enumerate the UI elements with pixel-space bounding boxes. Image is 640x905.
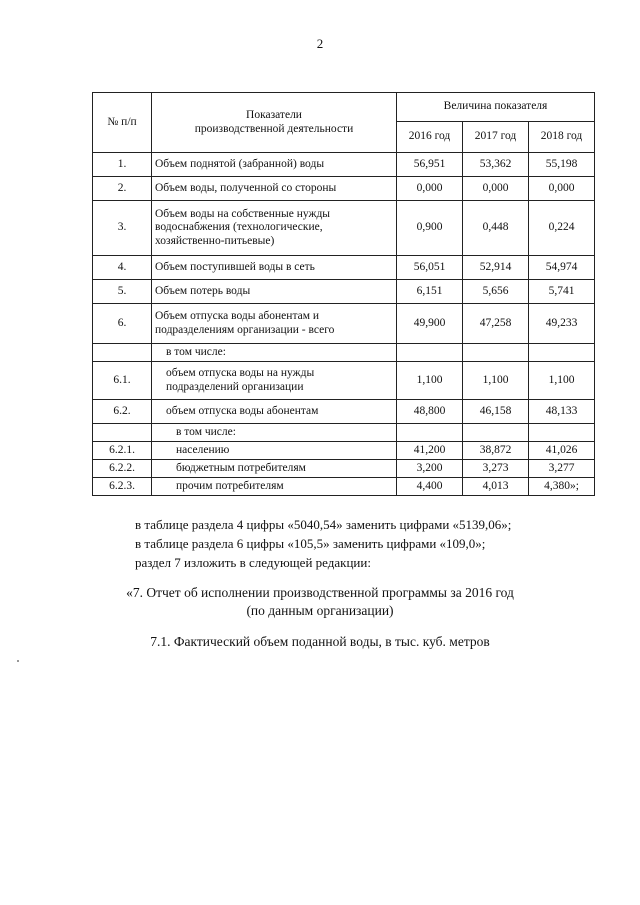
table-row [93,344,595,362]
row-value-2016 [397,424,463,442]
row-name-line: водоснабжения (технологические, [155,221,323,234]
row-value-2018 [529,344,595,362]
table-row [93,304,595,344]
table-row [93,177,595,201]
row-value-2016: 56,951 [397,153,463,177]
row-value-2016: 49,900 [397,304,463,344]
row-value-2018: 54,974 [529,256,595,280]
row-name-line: Объем воды на собственные нужды [155,208,331,221]
row-name [152,280,397,304]
row-value-2018 [529,424,595,442]
row-name-line: населению [176,443,230,456]
row-value-2018: 48,133 [529,400,595,424]
row-name [152,153,397,177]
row-value-2018: 41,026 [529,442,595,460]
row-name-line: прочим потребителям [176,479,284,492]
row-name [152,201,397,256]
row-name [152,304,397,344]
row-name [152,460,397,478]
row-num: 1. [93,153,152,177]
row-num: 6.2.3. [93,478,152,496]
table-row [93,442,595,460]
row-num [93,344,152,362]
paragraph: в таблице раздела 6 цифры «105,5» заменить цифрами «109,0»; [135,536,486,551]
row-value-2018: 49,233 [529,304,595,344]
row-name-line: подразделений организации [166,380,304,393]
header-indicator-line2: производственной деятельности [194,122,354,135]
section-subtitle: 7.1. Фактический объем поданной воды, в тыс. куб. метров [150,634,490,649]
row-name [152,424,397,442]
table-row [93,280,595,304]
row-name-line: Объем отпуска воды абонентам и [155,310,320,323]
table-row [93,424,595,442]
row-name [152,362,397,400]
table-row [93,256,595,280]
header-indicator [152,93,397,153]
row-value-2017: 46,158 [463,400,529,424]
row-name-line: в том числе: [176,425,236,438]
header-indicator-line1: Показатели [246,109,302,122]
scan-speck [17,660,19,662]
row-value-2017: 5,656 [463,280,529,304]
row-name [152,478,397,496]
row-num: 6.2.2. [93,460,152,478]
table-row [93,478,595,496]
row-value-2017: 53,362 [463,153,529,177]
header-year-2016: 2016 год [397,122,463,153]
row-num: 3. [93,201,152,256]
row-name [152,442,397,460]
row-name-line: хозяйственно-питьевые) [155,234,275,247]
page-number: 2 [316,36,324,51]
table-row [93,201,595,256]
row-num: 6.2.1. [93,442,152,460]
row-num: 6. [93,304,152,344]
header-value-group: Величина показателя [397,93,595,122]
row-value-2016: 4,400 [397,478,463,496]
row-value-2018: 55,198 [529,153,595,177]
row-name-line: объем отпуска воды абонентам [166,404,319,417]
row-value-2017: 4,013 [463,478,529,496]
row-num: 2. [93,177,152,201]
row-value-2016: 6,151 [397,280,463,304]
row-value-2017: 0,000 [463,177,529,201]
row-value-2018: 4,380»; [529,478,595,496]
row-num: 6.1. [93,362,152,400]
row-num: 4. [93,256,152,280]
row-name-line: Объем воды, полученной со стороны [155,181,337,194]
row-name [152,344,397,362]
table-row [93,153,595,177]
header-year-2017: 2017 год [463,122,529,153]
row-value-2016: 41,200 [397,442,463,460]
section-title-line1: «7. Отчет об исполнении производственной программы за 2016 год [126,585,514,600]
row-value-2018: 3,277 [529,460,595,478]
row-value-2017 [463,344,529,362]
row-value-2018: 1,100 [529,362,595,400]
paragraph: раздел 7 изложить в следующей редакции: [135,555,371,570]
paragraph: в таблице раздела 4 цифры «5040,54» заменить цифрами «5139,06»; [135,517,512,532]
row-value-2017: 1,100 [463,362,529,400]
header-num: № п/п [93,93,152,153]
header-year-2018: 2018 год [529,122,595,153]
row-value-2016: 0,900 [397,201,463,256]
amendment-paragraphs [135,515,511,572]
row-value-2017: 47,258 [463,304,529,344]
row-value-2016: 1,100 [397,362,463,400]
row-value-2018: 0,000 [529,177,595,201]
row-name-line: Объем потерь воды [155,284,251,297]
row-value-2016: 0,000 [397,177,463,201]
row-value-2017: 38,872 [463,442,529,460]
production-indicators-table [92,92,595,496]
row-name-line: объем отпуска воды на нужды [166,367,315,380]
row-name [152,177,397,201]
row-value-2017: 0,448 [463,201,529,256]
row-name [152,400,397,424]
row-value-2016 [397,344,463,362]
row-value-2017: 52,914 [463,256,529,280]
table-row [93,362,595,400]
row-name-line: бюджетным потребителям [176,461,306,474]
section-title-line2: (по данным организации) [246,603,394,618]
row-value-2016: 56,051 [397,256,463,280]
row-value-2018: 5,741 [529,280,595,304]
table-row [93,400,595,424]
row-value-2016: 48,800 [397,400,463,424]
row-value-2018: 0,224 [529,201,595,256]
table-row [93,460,595,478]
row-name-line: Объем поступившей воды в сеть [155,260,315,273]
row-value-2017 [463,424,529,442]
section-title [0,584,640,620]
row-num: 5. [93,280,152,304]
row-num [93,424,152,442]
row-name [152,256,397,280]
row-name-line: Объем поднятой (забранной) воды [155,157,325,170]
row-num: 6.2. [93,400,152,424]
row-value-2017: 3,273 [463,460,529,478]
row-name-line: подразделениям организации - всего [155,323,335,336]
row-value-2016: 3,200 [397,460,463,478]
row-name-line: в том числе: [166,345,226,358]
